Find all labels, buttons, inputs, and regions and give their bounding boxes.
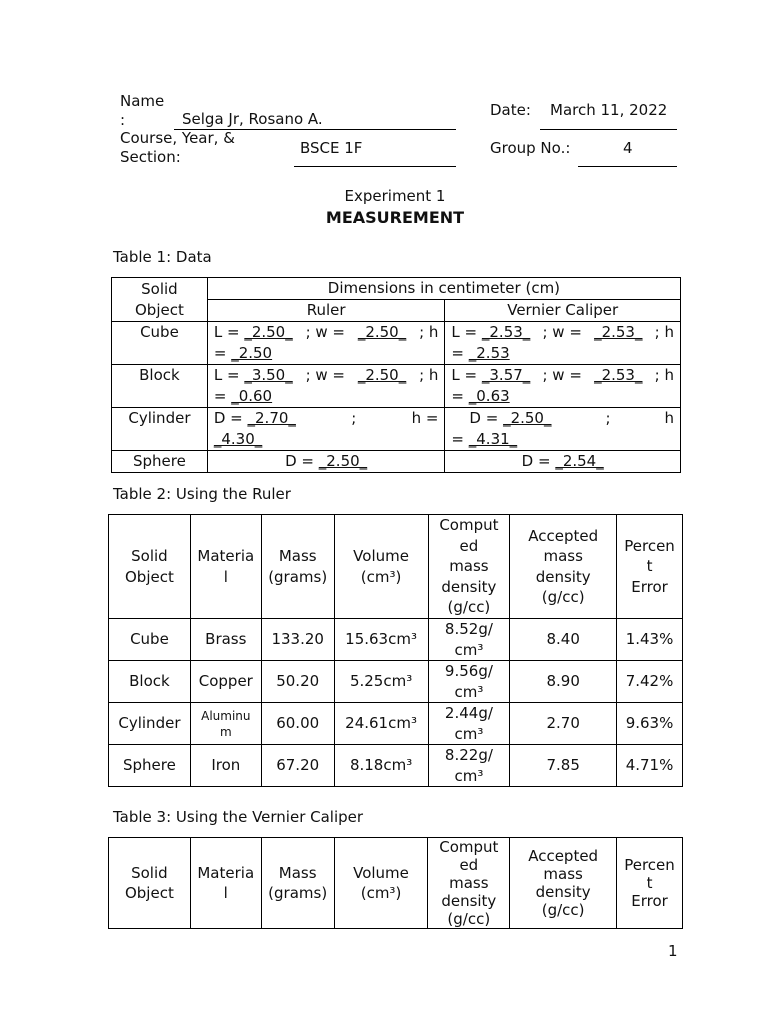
t1-cylinder-vernier: D = _2.50_ ; h = _4.31_ bbox=[445, 408, 681, 451]
table-row bbox=[109, 661, 683, 703]
name-value: Selga Jr, Rosano A. bbox=[182, 110, 323, 128]
t2-cube-object: Cube bbox=[109, 619, 191, 661]
t2-block-material: Copper bbox=[190, 661, 261, 703]
t1-cylinder-object: Cylinder bbox=[112, 408, 208, 451]
t1-header-ruler: Ruler bbox=[207, 300, 445, 322]
t2-cylinder-mass: 60.00 bbox=[261, 703, 334, 745]
table2-caption: Table 2: Using the Ruler bbox=[113, 485, 291, 503]
t1-cube-ruler: L = _2.50_ ; w = _2.50_ ; h = _2.50 bbox=[207, 322, 445, 365]
t2-sphere-volume: 8.18cm³ bbox=[334, 745, 428, 787]
t1-block-ruler: L = _3.50_ ; w = _2.50_ ; h = _0.60 bbox=[207, 365, 445, 408]
t3-header-solid: Solid Object bbox=[109, 838, 191, 929]
course-underline bbox=[294, 166, 456, 167]
t1-header-solid-l2: Object bbox=[135, 300, 184, 319]
t1-cube-vernier: L = _2.53_ ; w = _2.53_ ; h = _2.53 bbox=[445, 322, 681, 365]
t2-header-computed: Comput ed mass density (g/cc) bbox=[428, 515, 510, 619]
t1-header-solid bbox=[112, 278, 208, 322]
name-label-line1: Name bbox=[120, 92, 165, 110]
t1-header-vernier: Vernier Caliper bbox=[445, 300, 681, 322]
table2 bbox=[108, 514, 683, 787]
t2-sphere-accepted: 7.85 bbox=[510, 745, 617, 787]
t2-cylinder-material: Aluminu m bbox=[190, 703, 261, 745]
table1 bbox=[111, 277, 681, 473]
t2-cube-computed: 8.52g/ cm³ bbox=[428, 619, 510, 661]
t1-sphere-ruler: D = _2.50_ bbox=[207, 451, 445, 473]
course-value: BSCE 1F bbox=[300, 139, 363, 157]
table1-caption: Table 1: Data bbox=[113, 248, 212, 266]
t3-header-percent: Percen t Error bbox=[617, 838, 683, 929]
t2-sphere-material: Iron bbox=[190, 745, 261, 787]
t2-sphere-object: Sphere bbox=[109, 745, 191, 787]
t1-cylinder-ruler: D = _2.70_ ; h = _4.30_ bbox=[207, 408, 445, 451]
name-label-line2: : bbox=[120, 111, 126, 129]
page-title: MEASUREMENT bbox=[325, 208, 465, 227]
t1-cube-object: Cube bbox=[112, 322, 208, 365]
t2-header-percent: Percen t Error bbox=[617, 515, 683, 619]
t2-header-accepted: Accepted mass density (g/cc) bbox=[510, 515, 617, 619]
t2-cube-mass: 133.20 bbox=[261, 619, 334, 661]
t1-sphere-object: Sphere bbox=[112, 451, 208, 473]
name-label bbox=[120, 92, 164, 130]
date-label: Date: bbox=[490, 101, 531, 119]
table-row bbox=[109, 703, 683, 745]
t2-cylinder-object: Cylinder bbox=[109, 703, 191, 745]
t3-header-accepted: Accepted mass density (g/cc) bbox=[510, 838, 617, 929]
date-underline bbox=[540, 129, 677, 130]
table3 bbox=[108, 837, 683, 929]
table-row bbox=[109, 619, 683, 661]
t1-block-vernier: L = _3.57_ ; w = _2.53_ ; h = _0.63 bbox=[445, 365, 681, 408]
t3-header-computed: Comput ed mass density (g/cc) bbox=[428, 838, 510, 929]
course-label bbox=[120, 129, 235, 167]
t2-sphere-computed: 8.22g/ cm³ bbox=[428, 745, 510, 787]
t2-header-row bbox=[109, 515, 683, 619]
t2-cylinder-accepted: 2.70 bbox=[510, 703, 617, 745]
t1-header-solid-l1: Solid bbox=[141, 279, 178, 298]
t2-header-solid: Solid Object bbox=[109, 515, 191, 619]
t2-cylinder-error: 9.63% bbox=[617, 703, 683, 745]
t3-header-mass: Mass (grams) bbox=[261, 838, 334, 929]
group-underline bbox=[578, 166, 677, 167]
table3-caption: Table 3: Using the Vernier Caliper bbox=[113, 808, 364, 826]
group-label: Group No.: bbox=[490, 139, 571, 157]
course-label-line2: Section: bbox=[120, 148, 181, 166]
t2-cube-volume: 15.63cm³ bbox=[334, 619, 428, 661]
t2-header-volume: Volume (cm³) bbox=[334, 515, 428, 619]
course-label-line1: Course, Year, & bbox=[120, 129, 235, 147]
t2-sphere-error: 4.71% bbox=[617, 745, 683, 787]
t2-block-volume: 5.25cm³ bbox=[334, 661, 428, 703]
t2-header-mass: Mass (grams) bbox=[261, 515, 334, 619]
t2-cube-material: Brass bbox=[190, 619, 261, 661]
t2-cube-error: 1.43% bbox=[617, 619, 683, 661]
page-number: 1 bbox=[668, 942, 678, 960]
t2-block-object: Block bbox=[109, 661, 191, 703]
t1-header-dimensions: Dimensions in centimeter (cm) bbox=[207, 278, 680, 300]
t2-cube-accepted: 8.40 bbox=[510, 619, 617, 661]
t2-block-mass: 50.20 bbox=[261, 661, 334, 703]
t2-block-error: 7.42% bbox=[617, 661, 683, 703]
t1-sphere-vernier: D = _2.54_ bbox=[445, 451, 681, 473]
t3-header-volume: Volume (cm³) bbox=[334, 838, 428, 929]
t2-block-computed: 9.56g/ cm³ bbox=[428, 661, 510, 703]
t2-sphere-mass: 67.20 bbox=[261, 745, 334, 787]
t3-header-material: Materia l bbox=[190, 838, 261, 929]
t2-header-material: Materia l bbox=[190, 515, 261, 619]
table-row bbox=[109, 745, 683, 787]
group-value: 4 bbox=[623, 139, 633, 157]
t2-block-accepted: 8.90 bbox=[510, 661, 617, 703]
experiment-label: Experiment 1 bbox=[344, 187, 446, 205]
t1-block-object: Block bbox=[112, 365, 208, 408]
t2-cylinder-computed: 2.44g/ cm³ bbox=[428, 703, 510, 745]
t3-header-row bbox=[109, 838, 683, 929]
t2-cylinder-volume: 24.61cm³ bbox=[334, 703, 428, 745]
date-value: March 11, 2022 bbox=[550, 101, 668, 119]
